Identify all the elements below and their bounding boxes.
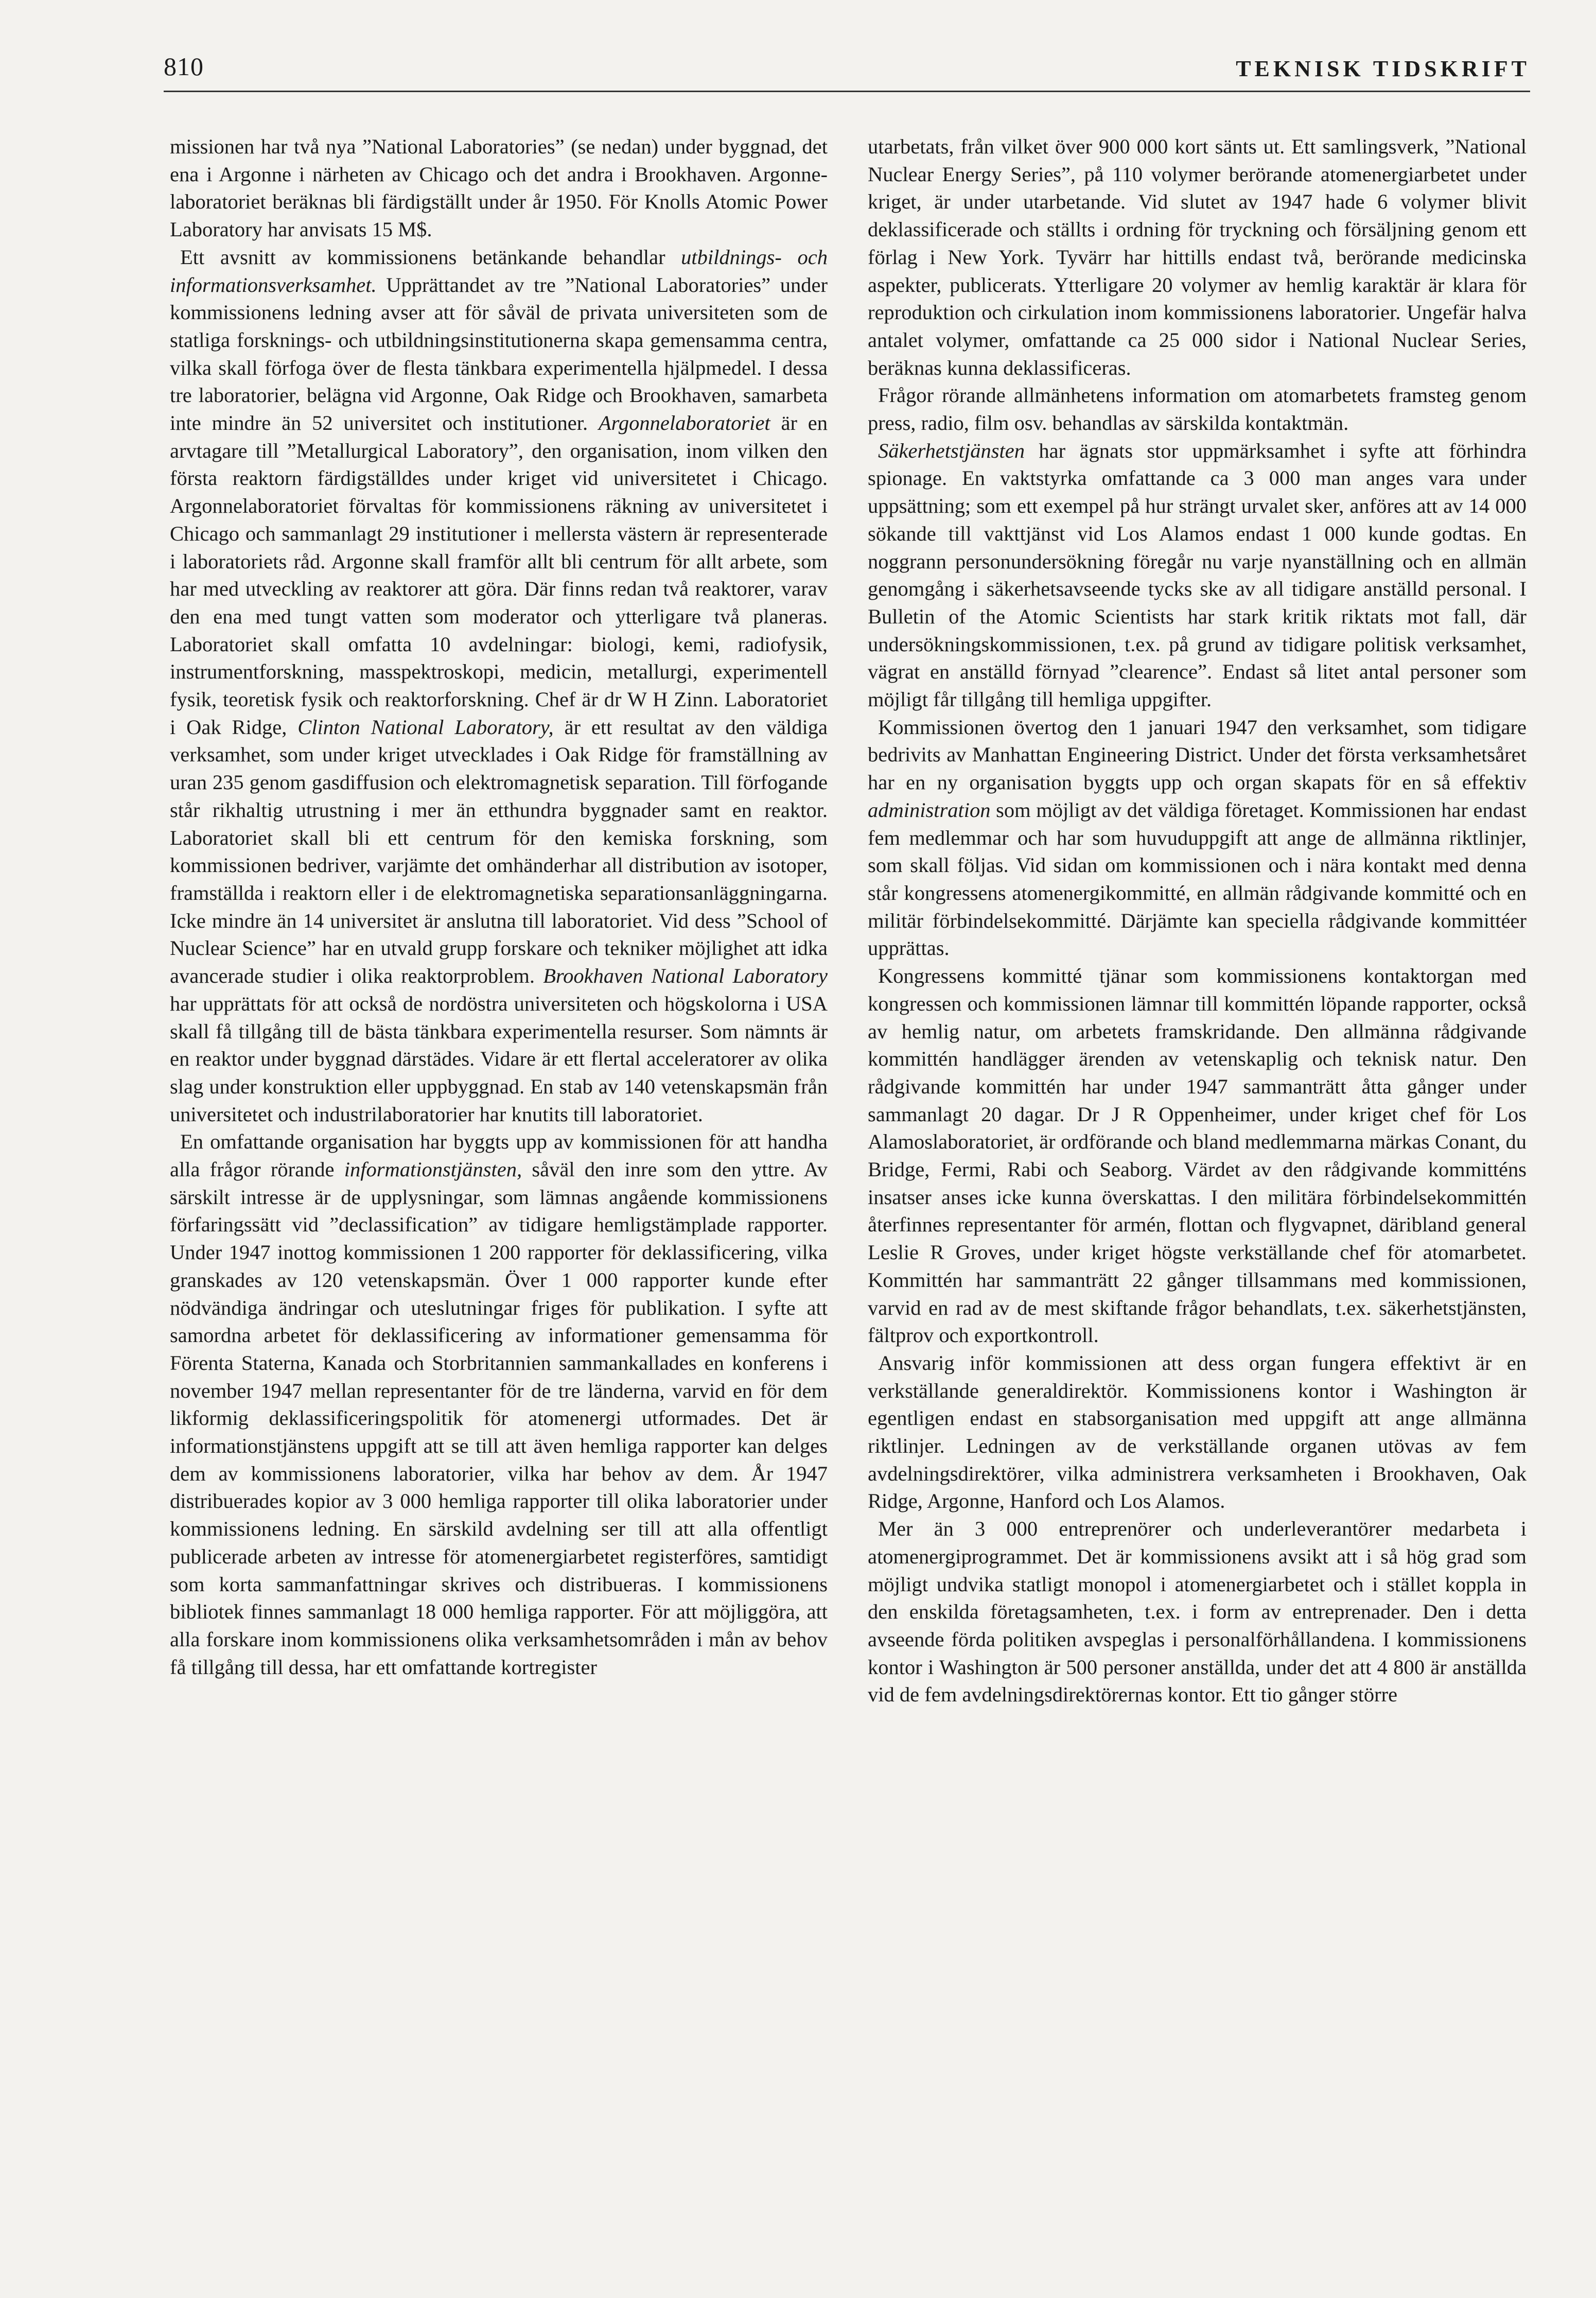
text-run: Kongressens kommitté tjänar som kommissionens kontaktorgan med kongressen och kommissionen lämnar till kommittén löpande rapporter, också av hemlig natur, om arbetets framskridande. Den allmänna rådgivande kommittén handlägger ärenden av vetenskaplig och teknisk natur. Den rådgivande kommittén har under 1947 sammanträtt åtta gånger under sammanlagt 20 dagar. Dr J R Oppenheimer, under kriget chef för Los Alamoslaboratoriet, är ordförande och bland medlemmarna märkas Conant, du Bridge, Fermi, Rabi och Seaborg. Värdet av den rådgivande kommitténs insatser anses icke kunna överskattas. I den militära förbindelsekommittén återfinnes representanter för armén, flottan och flygvapnet, däribland general Leslie R Groves, under kriget högste verkställande chef för atomarbetet. Kommittén har sammanträtt 22 gånger tillsammans med kommissionen, varvid en rad av de mest skiftande frågor behandlats, t.ex. säkerhetstjänsten, fältprov och exportkontroll. bbox=[868, 964, 1527, 1347]
italic-term: Argonnelaboratoriet bbox=[598, 411, 770, 435]
italic-term: Brookhaven National Laboratory bbox=[543, 964, 828, 988]
journal-title: TEKNISK TIDSKRIFT bbox=[1236, 56, 1530, 81]
text-run: utarbetats, från vilket över 900 000 kort sänts ut. Ett samlingsverk, ”National Nuclear Energy Series”, på 110 volymer berörande atomenergiarbetet under kriget, är under utarbetande. Vid slutet av 1947 hade 6 volymer blivit deklassificerade och ställts i ordning för tryckning och försäljning genom ett förlag i New York. Tyvärr har hittills endast två, berörande medicinska aspekter, publicerats. Ytterligare 20 volymer av hemlig karaktär är klara för reproduktion och cirkulation inom kommissionens laboratorier. Ungefär halva antalet volymer, omfattande ca 25 000 sidor i National Nuclear Series, beräknas kunna deklassificeras. bbox=[868, 135, 1527, 379]
text-run: Ett avsnitt av kommissionens betänkande behandlar bbox=[180, 245, 681, 269]
left-column bbox=[170, 133, 828, 1681]
text-run: Upprättandet av tre ”National Laboratories” under kommissionens ledning avser att för såväl de privata universiteten som de statliga forsknings- och utbildningsinstitutionerna skapa gemensamma centra, vilka skall förfoga över de flesta tänkbara experimentella hjälpmedel. I dessa tre laboratorier, belägna vid Argonne, Oak Ridge och Brookhaven, samarbeta inte mindre än 52 universitet och institutioner. bbox=[170, 273, 828, 435]
italic-term: administration bbox=[868, 798, 991, 822]
paragraph bbox=[868, 437, 1527, 713]
paragraph bbox=[868, 1349, 1527, 1515]
text-run: missionen har två nya ”National Laboratories” (se nedan) under byggnad, det ena i Argonne i närheten av Chicago och det andra i Brookhaven. Argonne-laboratoriet beräknas bli färdigställt under år 1950. För Knolls Atomic Power Laboratory har anvisats 15 M$. bbox=[170, 135, 828, 241]
paragraph bbox=[170, 243, 828, 1128]
paragraph bbox=[868, 381, 1527, 437]
italic-term: utbildnings- och informationsverksamhet. bbox=[170, 245, 828, 297]
text-run: Mer än 3 000 entreprenörer och underleverantörer medarbeta i atomenergiprogrammet. Det är kommissionens avsikt att i så hög grad som möjligt undvika statligt monopol i atomenergiarbetet och i stället koppla in den enskilda företagsamheten, t.ex. i form av entreprenader. Den i detta avseende förda politiken avspeglas i personalförhållandena. I kommissionens kontor i Washington är 500 personer anställda, under det att 4 800 är anställda vid de fem avdelningsdirektörernas kontor. Ett tio gånger större bbox=[868, 1517, 1527, 1707]
text-run: har upprättats för att också de nordöstra universiteten och högskolorna i USA skall få tillgång till de bästa tänkbara experimentella resurser. Som nämnts är en reaktor under byggnad därstädes. Vidare är ett flertal acceleratorer av olika slag under konstruktion eller uppbyggnad. En stab av 140 vetenskapsmän från universitetet och industrilaboratorier har knutits till laboratoriet. bbox=[170, 991, 828, 1126]
text-run: är ett resultat av den väldiga verksamhet, som under kriget utvecklades i Oak Ridge för framställning av uran 235 genom gasdiffusion och elektromagnetisk separation. Till förfogande står rikhaltig utrustning i mer än etthundra byggnader samt en reaktor. Laboratoriet skall bli ett centrum för den kemiska forskning, som kommissionen bedriver, varjämte det omhänderhar all distribution av isotoper, framställda i reaktorn eller i de elektromagnetiska separationsanläggningarna. Icke mindre än 14 universitet är anslutna till laboratoriet. Vid dess ”School of Nuclear Science” har en utvald grupp forskare och tekniker möjlighet att idka avancerade studier i olika reaktorproblem. bbox=[170, 715, 828, 988]
paragraph bbox=[868, 133, 1527, 381]
text-run: Frågor rörande allmänhetens information om atomarbetets framsteg genom press, radio, film osv. behandlas av särskilda kontaktmän. bbox=[868, 384, 1527, 435]
paragraph bbox=[868, 962, 1527, 1349]
italic-term: informationstjänsten, bbox=[344, 1158, 522, 1181]
right-column bbox=[868, 133, 1527, 1709]
paragraph bbox=[868, 713, 1527, 962]
italic-term: Clinton National Laboratory, bbox=[297, 715, 554, 739]
text-run: Kommissionen övertog den 1 januari 1947 den verksamhet, som tidigare bedrivits av Manhattan Engineering District. Under det första verksamhetsåret har en ny organisation byggts upp och organ skapats för en så effektiv bbox=[868, 715, 1527, 794]
page-header bbox=[164, 51, 1530, 83]
paragraph bbox=[170, 133, 828, 243]
italic-term: Säkerhetstjänsten bbox=[878, 439, 1025, 462]
text-run: som möjligt av det väldiga företaget. Kommissionen har endast fem medlemmar och har som huvuduppgift att ange de allmänna riktlinjer, som skall följas. Vid sidan om kommissionen och i nära kontakt med denna står kongressens atomenergikommitté, en allmän rådgivande kommitté och en militär förbindelsekommitté. Därjämte kan speciella rådgivande kommittéer upprättas. bbox=[868, 798, 1527, 960]
text-run: Ansvarig inför kommissionen att dess organ fungera effektivt är en verkställande generaldirektör. Kommissionens kontor i Washington är egentligen endast en stabsorganisation med uppgift att ange allmänna riktlinjer. Ledningen av de verkställande organen utövas av fem avdelningsdirektörer, vilka administrera verksamheten i Brookhaven, Oak Ridge, Argonne, Hanford och Los Alamos. bbox=[868, 1351, 1527, 1513]
paragraph bbox=[868, 1515, 1527, 1709]
text-run: är en arvtagare till ”Metallurgical Laboratory”, den organisation, inom vilken den första reaktorn färdigställdes under kriget vid universitetet i Chicago. Argonnelaboratoriet förvaltas för kommissionens räkning av universitetet i Chicago och sammanlagt 29 institutioner i mellersta västern är representerade i laboratoriets råd. Argonne skall framför allt bli centrum för allt arbete, som har med utveckling av reaktorer att göra. Där finns redan två reaktorer, varav den ena med tungt vatten som moderator och ytterligare två planeras. Laboratoriet skall omfatta 10 avdelningar: biologi, kemi, radiofysik, instrumentforskning, masspektroskopi, medicin, metallurgi, experimentell fysik, teoretisk fysik och reaktorforskning. Chef är dr W H Zinn. Laboratoriet i Oak Ridge, bbox=[170, 411, 828, 739]
header-rule bbox=[164, 91, 1530, 92]
page-number: 810 bbox=[164, 52, 204, 81]
text-run: En omfattande organisation har byggts upp av kommissionen för att handha alla frågor rörande bbox=[170, 1130, 828, 1181]
text-run: har ägnats stor uppmärksamhet i syfte att förhindra spionage. En vaktstyrka omfattande ca 3 000 man anges vara under uppsättning; som ett exempel på hur strängt urvalet sker, anföres att av 14 000 sökande till vakttjänst vid Los Alamos endast 1 000 kunde godtas. En noggrann personundersökning föregår nu varje nyanställning och en allmän genomgång i säkerhetsavseende tycks ske av all tidigare anställd personal. I Bulletin of the Atomic Scientists har stark kritik riktats mot fall, där undersökningskommissionen, t.ex. på grund av tidigare politisk verksamhet, vägrat en anställd förnyad ”clearence”. Endast så litet antal personer som möjligt får tillgång till hemliga uppgifter. bbox=[868, 439, 1527, 711]
text-run: såväl den inre som den yttre. Av särskilt intresse är de upplysningar, som lämnas angående kommissionens förfaringssätt vid ”declassification” av tidigare hemligstämplade rapporter. Under 1947 inottog kommissionen 1 200 rapporter för deklassificering, vilka granskades av 120 vetenskapsmän. Över 1 000 rapporter kunde efter nödvändiga ändringar och uteslutningar friges för publikation. I syfte att samordna arbetet för deklassificering av informationer gemensamma för Förenta Staterna, Kanada och Storbritannien sammankallades en konferens i november 1947 mellan representanter för de tre länderna, varvid en för dem likformig deklassificeringspolitik för atomenergi utformades. Det är informationstjänstens uppgift att se till att även hemliga rapporter kan delges dem av kommissionens laboratorier, vilka har behov av dem. År 1947 distribuerades kopior av 3 000 hemliga rapporter till olika laboratorier under kommissionens ledning. En särskild avdelning ser till att alla offentligt publicerade arbeten av intresse för atomenergiarbetet registerföres, samtidigt som korta sammanfattningar skrives och distribueras. I kommissionens bibliotek finnes sammanlagt 18 000 hemliga rapporter. För att möjliggöra, att alla forskare inom kommissionens olika verksamhetsområden i mån av behov få tillgång till dessa, har ett omfattande kortregister bbox=[170, 1158, 828, 1679]
paragraph bbox=[170, 1128, 828, 1681]
